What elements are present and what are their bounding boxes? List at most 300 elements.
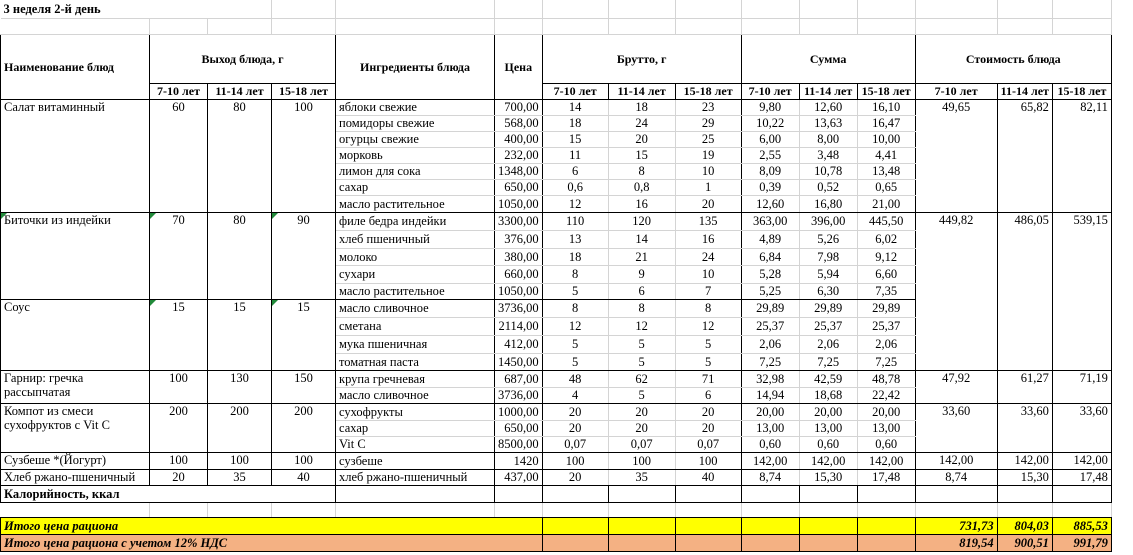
ingredient-brutto[interactable]: 6 xyxy=(608,283,675,299)
empty-cell[interactable] xyxy=(336,485,495,502)
dish-cost[interactable]: 539,15 xyxy=(1052,212,1111,370)
ingredient-sum[interactable]: 29,89 xyxy=(799,299,857,317)
ingredient-sum[interactable]: 2,06 xyxy=(857,335,915,353)
dish-yield[interactable]: 15 xyxy=(150,299,208,370)
ingredient-brutto[interactable]: 5 xyxy=(675,335,741,353)
dish-name[interactable]: Хлеб ржано-пшеничный xyxy=(1,469,150,485)
ingredient-name[interactable]: хлеб пшеничный xyxy=(336,230,495,248)
total-empty-cell[interactable] xyxy=(741,517,799,534)
empty-cell[interactable] xyxy=(495,18,543,34)
empty-cell[interactable] xyxy=(608,485,675,502)
ingredient-brutto[interactable]: 11 xyxy=(542,147,608,163)
ingredient-name[interactable]: сухофрукты xyxy=(336,403,495,420)
dish-name[interactable]: Гарнир: гречка рассыпчатая xyxy=(1,370,150,403)
ingredient-brutto[interactable]: 8 xyxy=(542,299,608,317)
header-sum[interactable]: Сумма xyxy=(741,34,915,83)
empty-cell[interactable] xyxy=(495,0,543,18)
total-empty-cell[interactable] xyxy=(675,517,741,534)
dish-name[interactable]: Компот из смеси сухофруктов с Vit C xyxy=(1,403,150,452)
ingredient-brutto[interactable]: 20 xyxy=(608,403,675,420)
header-cost-age2[interactable]: 11-14 лет xyxy=(997,83,1052,99)
dish-yield[interactable]: 60 xyxy=(150,99,208,212)
ingredient-sum[interactable]: 2,06 xyxy=(741,335,799,353)
calories-label[interactable]: Калорийность, ккал xyxy=(1,485,336,502)
header-cost-age3[interactable]: 15-18 лет xyxy=(1052,83,1111,99)
ingredient-brutto[interactable]: 6 xyxy=(542,163,608,179)
ingredient-price[interactable]: 687,00 xyxy=(495,370,543,387)
ingredient-brutto[interactable]: 48 xyxy=(542,370,608,387)
header-yield-age2[interactable]: 11-14 лет xyxy=(208,83,272,99)
ingredient-brutto[interactable]: 10 xyxy=(675,163,741,179)
ingredient-brutto[interactable]: 100 xyxy=(542,452,608,469)
ingredient-name[interactable]: огурцы свежие xyxy=(336,131,495,147)
empty-cell[interactable] xyxy=(915,502,997,517)
ingredient-sum[interactable]: 2,06 xyxy=(799,335,857,353)
ingredient-price[interactable]: 568,00 xyxy=(495,115,543,131)
header-yield-age3[interactable]: 15-18 лет xyxy=(272,83,336,99)
total-value[interactable]: 885,53 xyxy=(1052,517,1111,534)
header-cost[interactable]: Стоимость блюда xyxy=(915,34,1111,83)
ingredient-sum[interactable]: 9,12 xyxy=(857,248,915,265)
empty-cell[interactable] xyxy=(997,502,1052,517)
dish-yield[interactable]: 100 xyxy=(272,99,336,212)
ingredient-sum[interactable]: 14,94 xyxy=(741,387,799,403)
vat-empty-cell[interactable] xyxy=(608,534,675,551)
empty-cell[interactable] xyxy=(1052,502,1111,517)
ingredient-brutto[interactable]: 5 xyxy=(608,335,675,353)
empty-cell[interactable] xyxy=(542,18,608,34)
ingredient-price[interactable]: 1348,00 xyxy=(495,163,543,179)
empty-cell[interactable] xyxy=(741,0,799,18)
ingredient-brutto[interactable]: 20 xyxy=(542,469,608,485)
vat-empty-cell[interactable] xyxy=(857,534,915,551)
dish-name[interactable]: Сузбеше *(Йогурт) xyxy=(1,452,150,469)
empty-cell[interactable] xyxy=(1,18,150,34)
vat-empty-cell[interactable] xyxy=(799,534,857,551)
ingredient-sum[interactable]: 8,74 xyxy=(741,469,799,485)
total-empty-cell[interactable] xyxy=(799,517,857,534)
header-sum-age1[interactable]: 7-10 лет xyxy=(741,83,799,99)
ingredient-brutto[interactable]: 15 xyxy=(608,147,675,163)
dish-yield[interactable]: 35 xyxy=(208,469,272,485)
ingredient-price[interactable]: 412,00 xyxy=(495,335,543,353)
header-sum-age2[interactable]: 11-14 лет xyxy=(799,83,857,99)
ingredient-brutto[interactable]: 20 xyxy=(675,195,741,212)
dish-cost[interactable]: 449,82 xyxy=(915,212,997,370)
total-value[interactable]: 804,03 xyxy=(997,517,1052,534)
ingredient-brutto[interactable]: 8 xyxy=(542,265,608,283)
ingredient-sum[interactable]: 20,00 xyxy=(741,403,799,420)
ingredient-sum[interactable]: 0,52 xyxy=(799,179,857,195)
dish-cost[interactable]: 142,00 xyxy=(997,452,1052,469)
ingredient-sum[interactable]: 0,60 xyxy=(741,436,799,452)
ingredient-sum[interactable]: 21,00 xyxy=(857,195,915,212)
empty-cell[interactable] xyxy=(799,485,857,502)
dish-cost[interactable]: 15,30 xyxy=(997,469,1052,485)
ingredient-price[interactable]: 380,00 xyxy=(495,248,543,265)
dish-yield[interactable]: 130 xyxy=(208,370,272,403)
dish-name[interactable]: Биточки из индейки xyxy=(1,212,150,299)
ingredient-sum[interactable]: 25,37 xyxy=(741,317,799,335)
ingredient-price[interactable]: 660,00 xyxy=(495,265,543,283)
ingredient-sum[interactable]: 7,98 xyxy=(799,248,857,265)
dish-yield[interactable]: 100 xyxy=(208,452,272,469)
ingredient-sum[interactable]: 7,35 xyxy=(857,283,915,299)
ingredient-brutto[interactable]: 7 xyxy=(675,283,741,299)
ingredient-brutto[interactable]: 25 xyxy=(675,131,741,147)
dish-yield[interactable]: 100 xyxy=(272,452,336,469)
ingredient-name[interactable]: масло сливочное xyxy=(336,387,495,403)
ingredient-price[interactable]: 1000,00 xyxy=(495,403,543,420)
ingredient-brutto[interactable]: 20 xyxy=(542,420,608,436)
empty-cell[interactable] xyxy=(150,502,208,517)
dish-yield[interactable]: 100 xyxy=(150,370,208,403)
dish-cost[interactable]: 8,74 xyxy=(915,469,997,485)
ingredient-brutto[interactable]: 13 xyxy=(542,230,608,248)
empty-cell[interactable] xyxy=(675,0,741,18)
dish-yield[interactable]: 15 xyxy=(208,299,272,370)
ingredient-price[interactable]: 232,00 xyxy=(495,147,543,163)
vat-empty-cell[interactable] xyxy=(741,534,799,551)
dish-yield[interactable]: 200 xyxy=(272,403,336,452)
vat-value[interactable]: 900,51 xyxy=(997,534,1052,551)
ingredient-brutto[interactable]: 0,8 xyxy=(608,179,675,195)
ingredient-sum[interactable]: 16,80 xyxy=(799,195,857,212)
ingredient-sum[interactable]: 13,00 xyxy=(799,420,857,436)
ingredient-brutto[interactable]: 35 xyxy=(608,469,675,485)
empty-cell[interactable] xyxy=(542,485,608,502)
ingredient-brutto[interactable]: 14 xyxy=(608,230,675,248)
ingredient-brutto[interactable]: 20 xyxy=(675,420,741,436)
vat-value[interactable]: 991,79 xyxy=(1052,534,1111,551)
empty-cell[interactable] xyxy=(857,485,915,502)
ingredient-name[interactable]: мука пшеничная xyxy=(336,335,495,353)
ingredient-name[interactable]: помидоры свежие xyxy=(336,115,495,131)
dish-cost[interactable]: 33,60 xyxy=(915,403,997,452)
ingredient-name[interactable]: лимон для сока xyxy=(336,163,495,179)
ingredient-sum[interactable]: 48,78 xyxy=(857,370,915,387)
total-empty-cell[interactable] xyxy=(608,517,675,534)
empty-cell[interactable] xyxy=(857,502,915,517)
ingredient-sum[interactable]: 396,00 xyxy=(799,212,857,230)
ingredient-sum[interactable]: 0,39 xyxy=(741,179,799,195)
dish-cost[interactable]: 33,60 xyxy=(1052,403,1111,452)
dish-yield[interactable]: 20 xyxy=(150,469,208,485)
empty-cell[interactable] xyxy=(857,0,915,18)
ingredient-sum[interactable]: 142,00 xyxy=(741,452,799,469)
empty-cell[interactable] xyxy=(608,18,675,34)
ingredient-sum[interactable]: 4,89 xyxy=(741,230,799,248)
ingredient-brutto[interactable]: 5 xyxy=(542,283,608,299)
ingredient-sum[interactable]: 12,60 xyxy=(799,99,857,115)
ingredient-brutto[interactable]: 20 xyxy=(542,403,608,420)
empty-cell[interactable] xyxy=(542,502,608,517)
ingredient-price[interactable]: 2114,00 xyxy=(495,317,543,335)
ingredient-sum[interactable]: 16,47 xyxy=(857,115,915,131)
dish-cost[interactable]: 65,82 xyxy=(997,99,1052,212)
ingredient-sum[interactable]: 10,78 xyxy=(799,163,857,179)
empty-cell[interactable] xyxy=(675,502,741,517)
ingredient-name[interactable]: масло сливочное xyxy=(336,299,495,317)
ingredient-sum[interactable]: 6,60 xyxy=(857,265,915,283)
ingredient-brutto[interactable]: 14 xyxy=(542,99,608,115)
ingredient-brutto[interactable]: 0,6 xyxy=(542,179,608,195)
header-brutto-age3[interactable]: 15-18 лет xyxy=(675,83,741,99)
ingredient-name[interactable]: масло растительное xyxy=(336,283,495,299)
ingredient-sum[interactable]: 42,59 xyxy=(799,370,857,387)
dish-yield[interactable]: 15 xyxy=(272,299,336,370)
ingredient-brutto[interactable]: 12 xyxy=(675,317,741,335)
ingredient-sum[interactable]: 10,22 xyxy=(741,115,799,131)
ingredient-brutto[interactable]: 6 xyxy=(675,387,741,403)
ingredient-sum[interactable]: 17,48 xyxy=(857,469,915,485)
ingredient-name[interactable]: морковь xyxy=(336,147,495,163)
ingredient-brutto[interactable]: 20 xyxy=(608,131,675,147)
ingredient-brutto[interactable]: 18 xyxy=(542,248,608,265)
ingredient-sum[interactable]: 142,00 xyxy=(799,452,857,469)
ingredient-name[interactable]: молоко xyxy=(336,248,495,265)
vat-label[interactable]: Итого цена рациона с учетом 12% НДС xyxy=(1,534,543,551)
total-value[interactable]: 731,73 xyxy=(915,517,997,534)
ingredient-brutto[interactable]: 23 xyxy=(675,99,741,115)
dish-yield[interactable]: 200 xyxy=(208,403,272,452)
ingredient-name[interactable]: Vit C xyxy=(336,436,495,452)
ingredient-sum[interactable]: 12,60 xyxy=(741,195,799,212)
ingredient-brutto[interactable]: 135 xyxy=(675,212,741,230)
empty-cell[interactable] xyxy=(1,502,150,517)
ingredient-brutto[interactable]: 20 xyxy=(675,403,741,420)
ingredient-brutto[interactable]: 9 xyxy=(608,265,675,283)
ingredient-sum[interactable]: 5,28 xyxy=(741,265,799,283)
empty-cell[interactable] xyxy=(208,502,272,517)
empty-cell[interactable] xyxy=(542,0,608,18)
header-price[interactable]: Цена xyxy=(495,34,543,99)
ingredient-brutto[interactable]: 16 xyxy=(675,230,741,248)
ingredient-sum[interactable]: 6,00 xyxy=(741,131,799,147)
header-brutto[interactable]: Брутто, г xyxy=(542,34,741,83)
ingredient-brutto[interactable]: 0,07 xyxy=(608,436,675,452)
ingredient-brutto[interactable]: 5 xyxy=(608,387,675,403)
dish-yield[interactable]: 200 xyxy=(150,403,208,452)
total-label[interactable]: Итого цена рациона xyxy=(1,517,543,534)
ingredient-name[interactable]: сметана xyxy=(336,317,495,335)
header-cost-age1[interactable]: 7-10 лет xyxy=(915,83,997,99)
empty-cell[interactable] xyxy=(608,502,675,517)
ingredient-price[interactable]: 1050,00 xyxy=(495,195,543,212)
ingredient-name[interactable]: яблоки свежие xyxy=(336,99,495,115)
ingredient-sum[interactable]: 25,37 xyxy=(799,317,857,335)
dish-cost[interactable]: 142,00 xyxy=(1052,452,1111,469)
empty-cell[interactable] xyxy=(1052,485,1111,502)
dish-cost[interactable]: 82,11 xyxy=(1052,99,1111,212)
ingredient-sum[interactable]: 445,50 xyxy=(857,212,915,230)
empty-cell[interactable] xyxy=(997,18,1052,34)
ingredient-brutto[interactable]: 8 xyxy=(675,299,741,317)
header-brutto-age2[interactable]: 11-14 лет xyxy=(608,83,675,99)
ingredient-sum[interactable]: 363,00 xyxy=(741,212,799,230)
ingredient-sum[interactable]: 0,65 xyxy=(857,179,915,195)
ingredient-sum[interactable]: 6,02 xyxy=(857,230,915,248)
ingredient-sum[interactable]: 20,00 xyxy=(799,403,857,420)
ingredient-sum[interactable]: 13,63 xyxy=(799,115,857,131)
dish-yield[interactable]: 80 xyxy=(208,212,272,299)
ingredient-brutto[interactable]: 12 xyxy=(542,317,608,335)
dish-cost[interactable]: 33,60 xyxy=(997,403,1052,452)
ingredient-brutto[interactable]: 5 xyxy=(542,353,608,370)
ingredient-brutto[interactable]: 120 xyxy=(608,212,675,230)
ingredient-brutto[interactable]: 0,07 xyxy=(542,436,608,452)
ingredient-sum[interactable]: 32,98 xyxy=(741,370,799,387)
dish-yield[interactable]: 80 xyxy=(208,99,272,212)
ingredient-sum[interactable]: 4,41 xyxy=(857,147,915,163)
ingredient-sum[interactable]: 22,42 xyxy=(857,387,915,403)
ingredient-brutto[interactable]: 62 xyxy=(608,370,675,387)
ingredient-sum[interactable]: 15,30 xyxy=(799,469,857,485)
empty-cell[interactable] xyxy=(336,0,495,18)
ingredient-brutto[interactable]: 8 xyxy=(608,299,675,317)
ingredient-brutto[interactable]: 24 xyxy=(608,115,675,131)
ingredient-price[interactable]: 400,00 xyxy=(495,131,543,147)
ingredient-brutto[interactable]: 29 xyxy=(675,115,741,131)
dish-yield[interactable]: 90 xyxy=(272,212,336,299)
header-ingredients[interactable]: Ингредиенты блюда xyxy=(336,34,495,99)
empty-cell[interactable] xyxy=(495,502,543,517)
ingredient-name[interactable]: томатная паста xyxy=(336,353,495,370)
ingredient-brutto[interactable]: 100 xyxy=(675,452,741,469)
empty-cell[interactable] xyxy=(799,18,857,34)
header-sum-age3[interactable]: 15-18 лет xyxy=(857,83,915,99)
ingredient-brutto[interactable]: 18 xyxy=(542,115,608,131)
ingredient-brutto[interactable]: 8 xyxy=(608,163,675,179)
empty-cell[interactable] xyxy=(208,18,272,34)
empty-cell[interactable] xyxy=(272,18,336,34)
dish-yield[interactable]: 100 xyxy=(150,452,208,469)
ingredient-sum[interactable]: 8,00 xyxy=(799,131,857,147)
dish-name[interactable]: Соус xyxy=(1,299,150,370)
ingredient-price[interactable]: 376,00 xyxy=(495,230,543,248)
ingredient-sum[interactable]: 5,26 xyxy=(799,230,857,248)
empty-cell[interactable] xyxy=(857,18,915,34)
ingredient-sum[interactable]: 20,00 xyxy=(857,403,915,420)
ingredient-brutto[interactable]: 21 xyxy=(608,248,675,265)
empty-cell[interactable] xyxy=(495,485,543,502)
ingredient-name[interactable]: масло растительное xyxy=(336,195,495,212)
empty-cell[interactable] xyxy=(1052,0,1111,18)
empty-cell[interactable] xyxy=(272,502,336,517)
dish-cost[interactable]: 61,27 xyxy=(997,370,1052,403)
dish-cost[interactable]: 486,05 xyxy=(997,212,1052,370)
ingredient-brutto[interactable]: 15 xyxy=(542,131,608,147)
ingredient-name[interactable]: сахар xyxy=(336,420,495,436)
ingredient-brutto[interactable]: 20 xyxy=(608,420,675,436)
vat-value[interactable]: 819,54 xyxy=(915,534,997,551)
dish-cost[interactable]: 17,48 xyxy=(1052,469,1111,485)
header-dish-name[interactable]: Наименование блюд xyxy=(1,34,150,99)
dish-cost[interactable]: 71,19 xyxy=(1052,370,1111,403)
ingredient-price[interactable]: 3736,00 xyxy=(495,387,543,403)
ingredient-sum[interactable]: 7,25 xyxy=(741,353,799,370)
empty-cell[interactable] xyxy=(997,0,1052,18)
ingredient-sum[interactable]: 25,37 xyxy=(857,317,915,335)
empty-cell[interactable] xyxy=(675,485,741,502)
ingredient-sum[interactable]: 16,10 xyxy=(857,99,915,115)
ingredient-price[interactable]: 437,00 xyxy=(495,469,543,485)
empty-cell[interactable] xyxy=(1052,18,1111,34)
ingredient-sum[interactable]: 0,60 xyxy=(799,436,857,452)
ingredient-price[interactable]: 8500,00 xyxy=(495,436,543,452)
ingredient-price[interactable]: 3300,00 xyxy=(495,212,543,230)
ingredient-brutto[interactable]: 40 xyxy=(675,469,741,485)
ingredient-brutto[interactable]: 12 xyxy=(608,317,675,335)
header-yield[interactable]: Выход блюда, г xyxy=(150,34,336,83)
ingredient-brutto[interactable]: 5 xyxy=(608,353,675,370)
ingredient-brutto[interactable]: 18 xyxy=(608,99,675,115)
empty-cell[interactable] xyxy=(675,18,741,34)
ingredient-brutto[interactable]: 4 xyxy=(542,387,608,403)
ingredient-price[interactable]: 3736,00 xyxy=(495,299,543,317)
empty-cell[interactable] xyxy=(915,0,997,18)
ingredient-price[interactable]: 650,00 xyxy=(495,179,543,195)
ingredient-sum[interactable]: 13,48 xyxy=(857,163,915,179)
ingredient-name[interactable]: филе бедра индейки xyxy=(336,212,495,230)
ingredient-brutto[interactable]: 0,07 xyxy=(675,436,741,452)
ingredient-sum[interactable]: 18,68 xyxy=(799,387,857,403)
ingredient-name[interactable]: сахар xyxy=(336,179,495,195)
empty-cell[interactable] xyxy=(799,0,857,18)
ingredient-brutto[interactable]: 24 xyxy=(675,248,741,265)
vat-empty-cell[interactable] xyxy=(542,534,608,551)
header-brutto-age1[interactable]: 7-10 лет xyxy=(542,83,608,99)
ingredient-name[interactable]: сухари xyxy=(336,265,495,283)
ingredient-brutto[interactable]: 1 xyxy=(675,179,741,195)
dish-name[interactable]: Салат витаминный xyxy=(1,99,150,212)
ingredient-sum[interactable]: 3,48 xyxy=(799,147,857,163)
ingredient-brutto[interactable]: 12 xyxy=(542,195,608,212)
ingredient-sum[interactable]: 5,94 xyxy=(799,265,857,283)
ingredient-price[interactable]: 1420 xyxy=(495,452,543,469)
ingredient-sum[interactable]: 13,00 xyxy=(857,420,915,436)
ingredient-price[interactable]: 650,00 xyxy=(495,420,543,436)
ingredient-sum[interactable]: 7,25 xyxy=(799,353,857,370)
empty-cell[interactable] xyxy=(799,502,857,517)
ingredient-brutto[interactable]: 19 xyxy=(675,147,741,163)
ingredient-brutto[interactable]: 10 xyxy=(675,265,741,283)
dish-yield[interactable]: 40 xyxy=(272,469,336,485)
ingredient-sum[interactable]: 7,25 xyxy=(857,353,915,370)
empty-cell[interactable] xyxy=(741,18,799,34)
ingredient-sum[interactable]: 6,84 xyxy=(741,248,799,265)
sheet-title[interactable]: 3 неделя 2-й день xyxy=(1,0,272,18)
ingredient-name[interactable]: крупа гречневая xyxy=(336,370,495,387)
empty-cell[interactable] xyxy=(608,0,675,18)
ingredient-price[interactable]: 1050,00 xyxy=(495,283,543,299)
ingredient-brutto[interactable]: 16 xyxy=(608,195,675,212)
dish-yield[interactable]: 70 xyxy=(150,212,208,299)
ingredient-brutto[interactable]: 5 xyxy=(675,353,741,370)
dish-cost[interactable]: 142,00 xyxy=(915,452,997,469)
empty-cell[interactable] xyxy=(915,18,997,34)
ingredient-sum[interactable]: 29,89 xyxy=(857,299,915,317)
ingredient-name[interactable]: сузбеше xyxy=(336,452,495,469)
ingredient-sum[interactable]: 0,60 xyxy=(857,436,915,452)
empty-cell[interactable] xyxy=(150,18,208,34)
ingredient-sum[interactable]: 2,55 xyxy=(741,147,799,163)
ingredient-price[interactable]: 1450,00 xyxy=(495,353,543,370)
empty-cell[interactable] xyxy=(741,502,799,517)
ingredient-brutto[interactable]: 110 xyxy=(542,212,608,230)
ingredient-brutto[interactable]: 5 xyxy=(542,335,608,353)
ingredient-sum[interactable]: 8,09 xyxy=(741,163,799,179)
